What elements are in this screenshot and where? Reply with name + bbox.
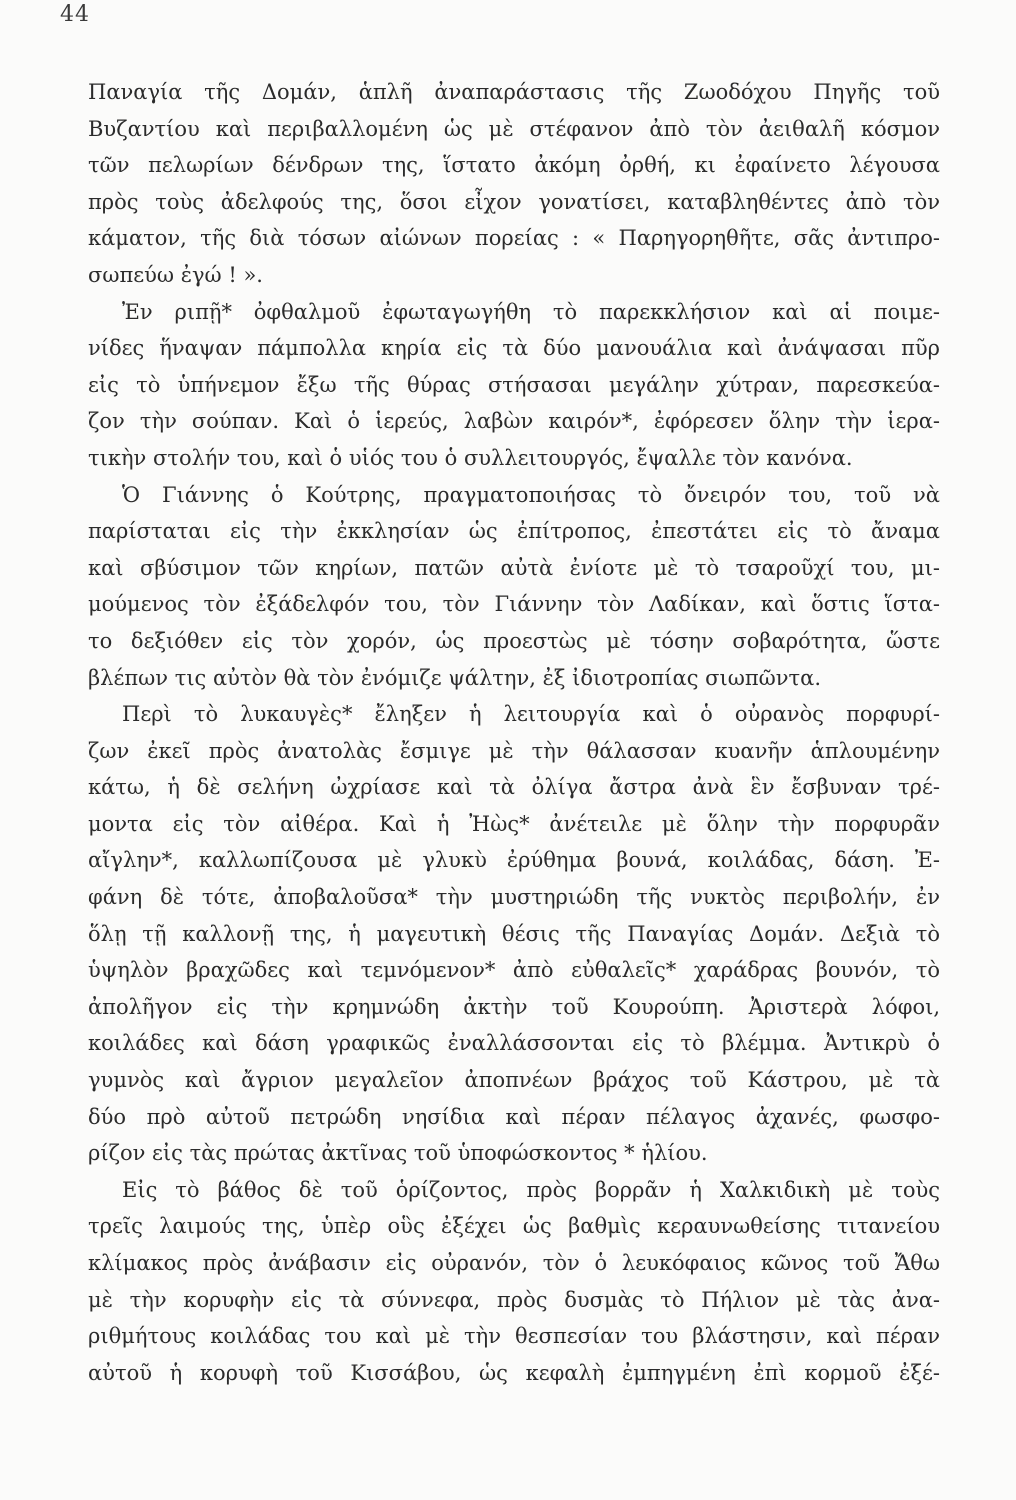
text-line: κάματον, τῆς διὰ τόσων αἰώνων πορείας : « Παρηγορηθῆτε, σᾶς ἀντιπρο- <box>88 226 940 251</box>
page-number: 44 <box>60 2 90 27</box>
text-line: Περὶ τὸ λυκαυγὲς* ἔληξεν ἡ λειτουργία καὶ ὁ οὐρανὸς πορφυρί- <box>122 702 940 727</box>
text-line: κλίμακος πρὸς ἀνάβασιν εἰς οὐρανόν, τὸν ὁ λευκόφαιος κῶνος τοῦ Ἄθω <box>88 1251 940 1275</box>
text-line: φάνη δὲ τότε, ἀποβαλοῦσα* τὴν μυστηριώδη τῆς νυκτὸς περιβολήν, ἐν <box>88 885 940 910</box>
text-line: σωπεύω ἐγώ ! ». <box>88 262 263 287</box>
text-line: ριθμήτους κοιλάδας του καὶ μὲ τὴν θεσπεσίαν του βλάστησιν, καὶ πέραν <box>88 1324 940 1349</box>
text-line: μούμενος τὸν ἐξάδελφόν του, τὸν Γιάννην τὸν Λαδίκαν, καὶ ὅστις ἵστα- <box>88 592 940 617</box>
text-line: κοιλάδες καὶ δάση γραφικῶς ἐναλλάσσονται εἰς τὸ βλέμμα. Ἀντικρὺ ὁ <box>88 1031 940 1056</box>
body-text <box>88 74 940 1391</box>
text-line: μοντα εἰς τὸν αἰθέρα. Καὶ ἡ Ἠὼς* ἀνέτειλε μὲ ὅλην τὴν πορφυρᾶν <box>88 811 940 836</box>
text-line: τρεῖς λαιμούς της, ὑπὲρ οὓς ἐξέχει ὡς βαθμὶς κεραυνωθείσης τιτανείου <box>88 1214 940 1239</box>
text-line: καὶ σβύσιμον τῶν κηρίων, πατῶν αὐτὰ ἐνίοτε μὲ τὸ τσαροῦχί του, μι- <box>88 555 940 580</box>
text-line: γυμνὸς καὶ ἄγριον μεγαλεῖον ἀποπνέων βράχος τοῦ Κάστρου, μὲ τὰ <box>88 1068 940 1093</box>
text-line: ζον τὴν σούπαν. Καὶ ὁ ἱερεύς, λαβὼν καιρόν*, ἐφόρεσεν ὅλην τὴν ἱερα- <box>88 409 940 434</box>
text-line: αὐτοῦ ἡ κορυφὴ τοῦ Κισσάβου, ὡς κεφαλὴ ἐμπηγμένη ἐπὶ κορμοῦ ἐξέ- <box>88 1360 940 1385</box>
text-line: το δεξιόθεν εἰς τὸν χορόν, ὡς προεστὼς μὲ τόσην σοβαρότητα, ὥστε <box>88 628 940 653</box>
text-line: παρίσταται εἰς τὴν ἐκκλησίαν ὡς ἐπίτροπος, ἐπεστάτει εἰς τὸ ἄναμα <box>88 519 940 544</box>
text-line: βλέπων τις αὐτὸν θὰ τὸν ἐνόμιζε ψάλτην, ἐξ ἰδιοτροπίας σιωπῶντα. <box>88 665 821 690</box>
text-line: ἀπολῆγον εἰς τὴν κρημνώδη ἀκτὴν τοῦ Κουρούπη. Ἀριστερὰ λόφοι, <box>88 994 940 1019</box>
text-line: μὲ τὴν κορυφὴν εἰς τὰ σύννεφα, πρὸς δυσμὰς τὸ Πήλιον μὲ τὰς ἀνα- <box>88 1287 940 1312</box>
text-line: νίδες ἥναψαν πάμπολλα κηρία εἰς τὰ δύο μανουάλια καὶ ἀνάψασαι πῦρ <box>88 336 940 361</box>
text-line: ρίζον εἰς τὰς πρώτας ἀκτῖνας τοῦ ὑποφώσκοντος * ἡλίου. <box>88 1141 708 1166</box>
text-line: αἴγλην*, καλλωπίζουσα μὲ γλυκὺ ἐρύθημα βουνά, κοιλάδας, δάση. Ἐ- <box>88 848 940 873</box>
text-line: ὅλῃ τῇ καλλονῇ της, ἡ μαγευτικὴ θέσις τῆς Παναγίας Δομάν. Δεξιὰ τὸ <box>88 921 940 946</box>
text-line: Ἐν ριπῇ* ὀφθαλμοῦ ἐφωταγωγήθη τὸ παρεκκλήσιον καὶ αἱ ποιμε- <box>122 299 940 324</box>
text-line: Εἰς τὸ βάθος δὲ τοῦ ὁρίζοντος, πρὸς βορρᾶν ἡ Χαλκιδικὴ μὲ τοὺς <box>122 1177 940 1202</box>
text-line: τικὴν στολήν του, καὶ ὁ υἱός του ὁ συλλειτουργός, ἔψαλλε τὸν κανόνα. <box>88 445 853 470</box>
text-line: Βυζαντίου καὶ περιβαλλομένη ὡς μὲ στέφανον ἀπὸ τὸν ἀειθαλῆ κόσμον <box>88 116 940 141</box>
text-line: τῶν πελωρίων δένδρων της, ἵστατο ἀκόμη ὀρθή, κι ἐφαίνετο λέγουσα <box>88 153 940 178</box>
text-line: ὑψηλὸν βραχῶδες καὶ τεμνόμενον* ἀπὸ εὐθαλεῖς* χαράδρας βουνόν, τὸ <box>88 958 940 983</box>
text-line: κάτω, ἡ δὲ σελήνη ὠχρίασε καὶ τὰ ὀλίγα ἄστρα ἀνὰ ἓν ἔσβυναν τρέ- <box>88 775 940 800</box>
text-line: Παναγία τῆς Δομάν, ἁπλῆ ἀναπαράστασις τῆς Ζωοδόχου Πηγῆς τοῦ <box>88 80 940 104</box>
text-line: δύο πρὸ αὐτοῦ πετρώδη νησίδια καὶ πέραν πέλαγος ἀχανές, φωσφο- <box>88 1104 940 1129</box>
text-line: Ὁ Γιάννης ὁ Κούτρης, πραγματοποιήσας τὸ ὄνειρόν του, τοῦ νὰ <box>122 482 940 507</box>
text-line: ζων ἐκεῖ πρὸς ἀνατολὰς ἔσμιγε μὲ τὴν θάλασσαν κυανῆν ἁπλουμένην <box>88 738 940 763</box>
text-line: εἰς τὸ ὑπήνεμον ἔξω τῆς θύρας στήσασαι μεγάλην χύτραν, παρεσκεύα- <box>88 372 940 397</box>
text-line: πρὸς τοὺς ἀδελφούς της, ὅσοι εἶχον γονατίσει, καταβληθέντες ἀπὸ τὸν <box>88 189 940 214</box>
